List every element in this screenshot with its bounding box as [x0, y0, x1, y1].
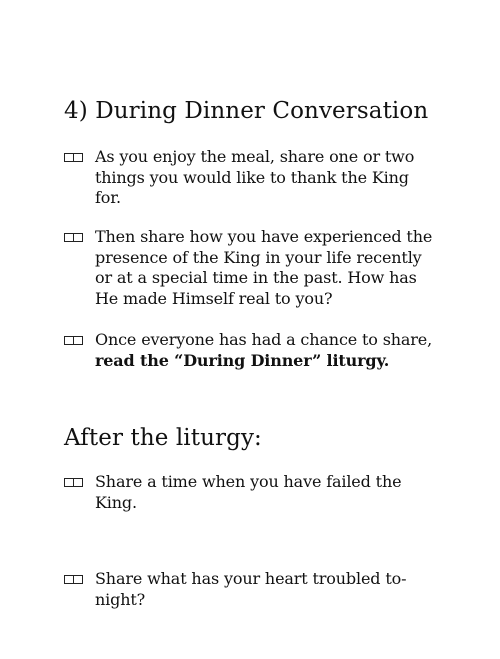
- section-heading-after-liturgy: After the liturgy:: [64, 425, 262, 451]
- item-text: Then share how you have experienced the presence of the King in your life recently or at a special time in the past. How has He made Himself real to you?: [95, 227, 433, 308]
- checkbox-icon[interactable]: [64, 575, 83, 584]
- liturgy-instruction: read the “During Dinner” liturgy.: [95, 350, 390, 370]
- item-text: Share what has your heart troubled to- night?: [95, 569, 407, 609]
- checkbox-icon[interactable]: [64, 233, 83, 242]
- item-text: Once everyone has had a chance to share, read the “During Dinner” liturgy.: [95, 330, 433, 370]
- section-heading-during-dinner: 4) During Dinner Conversation: [64, 98, 429, 124]
- item-text: As you enjoy the meal, share one or two things you would like to thank the King for.: [95, 147, 415, 207]
- checkbox-icon[interactable]: [64, 336, 83, 345]
- item-text: Share a time when you have failed the King.: [95, 472, 402, 512]
- checkbox-icon[interactable]: [64, 153, 83, 162]
- checkbox-icon[interactable]: [64, 478, 83, 487]
